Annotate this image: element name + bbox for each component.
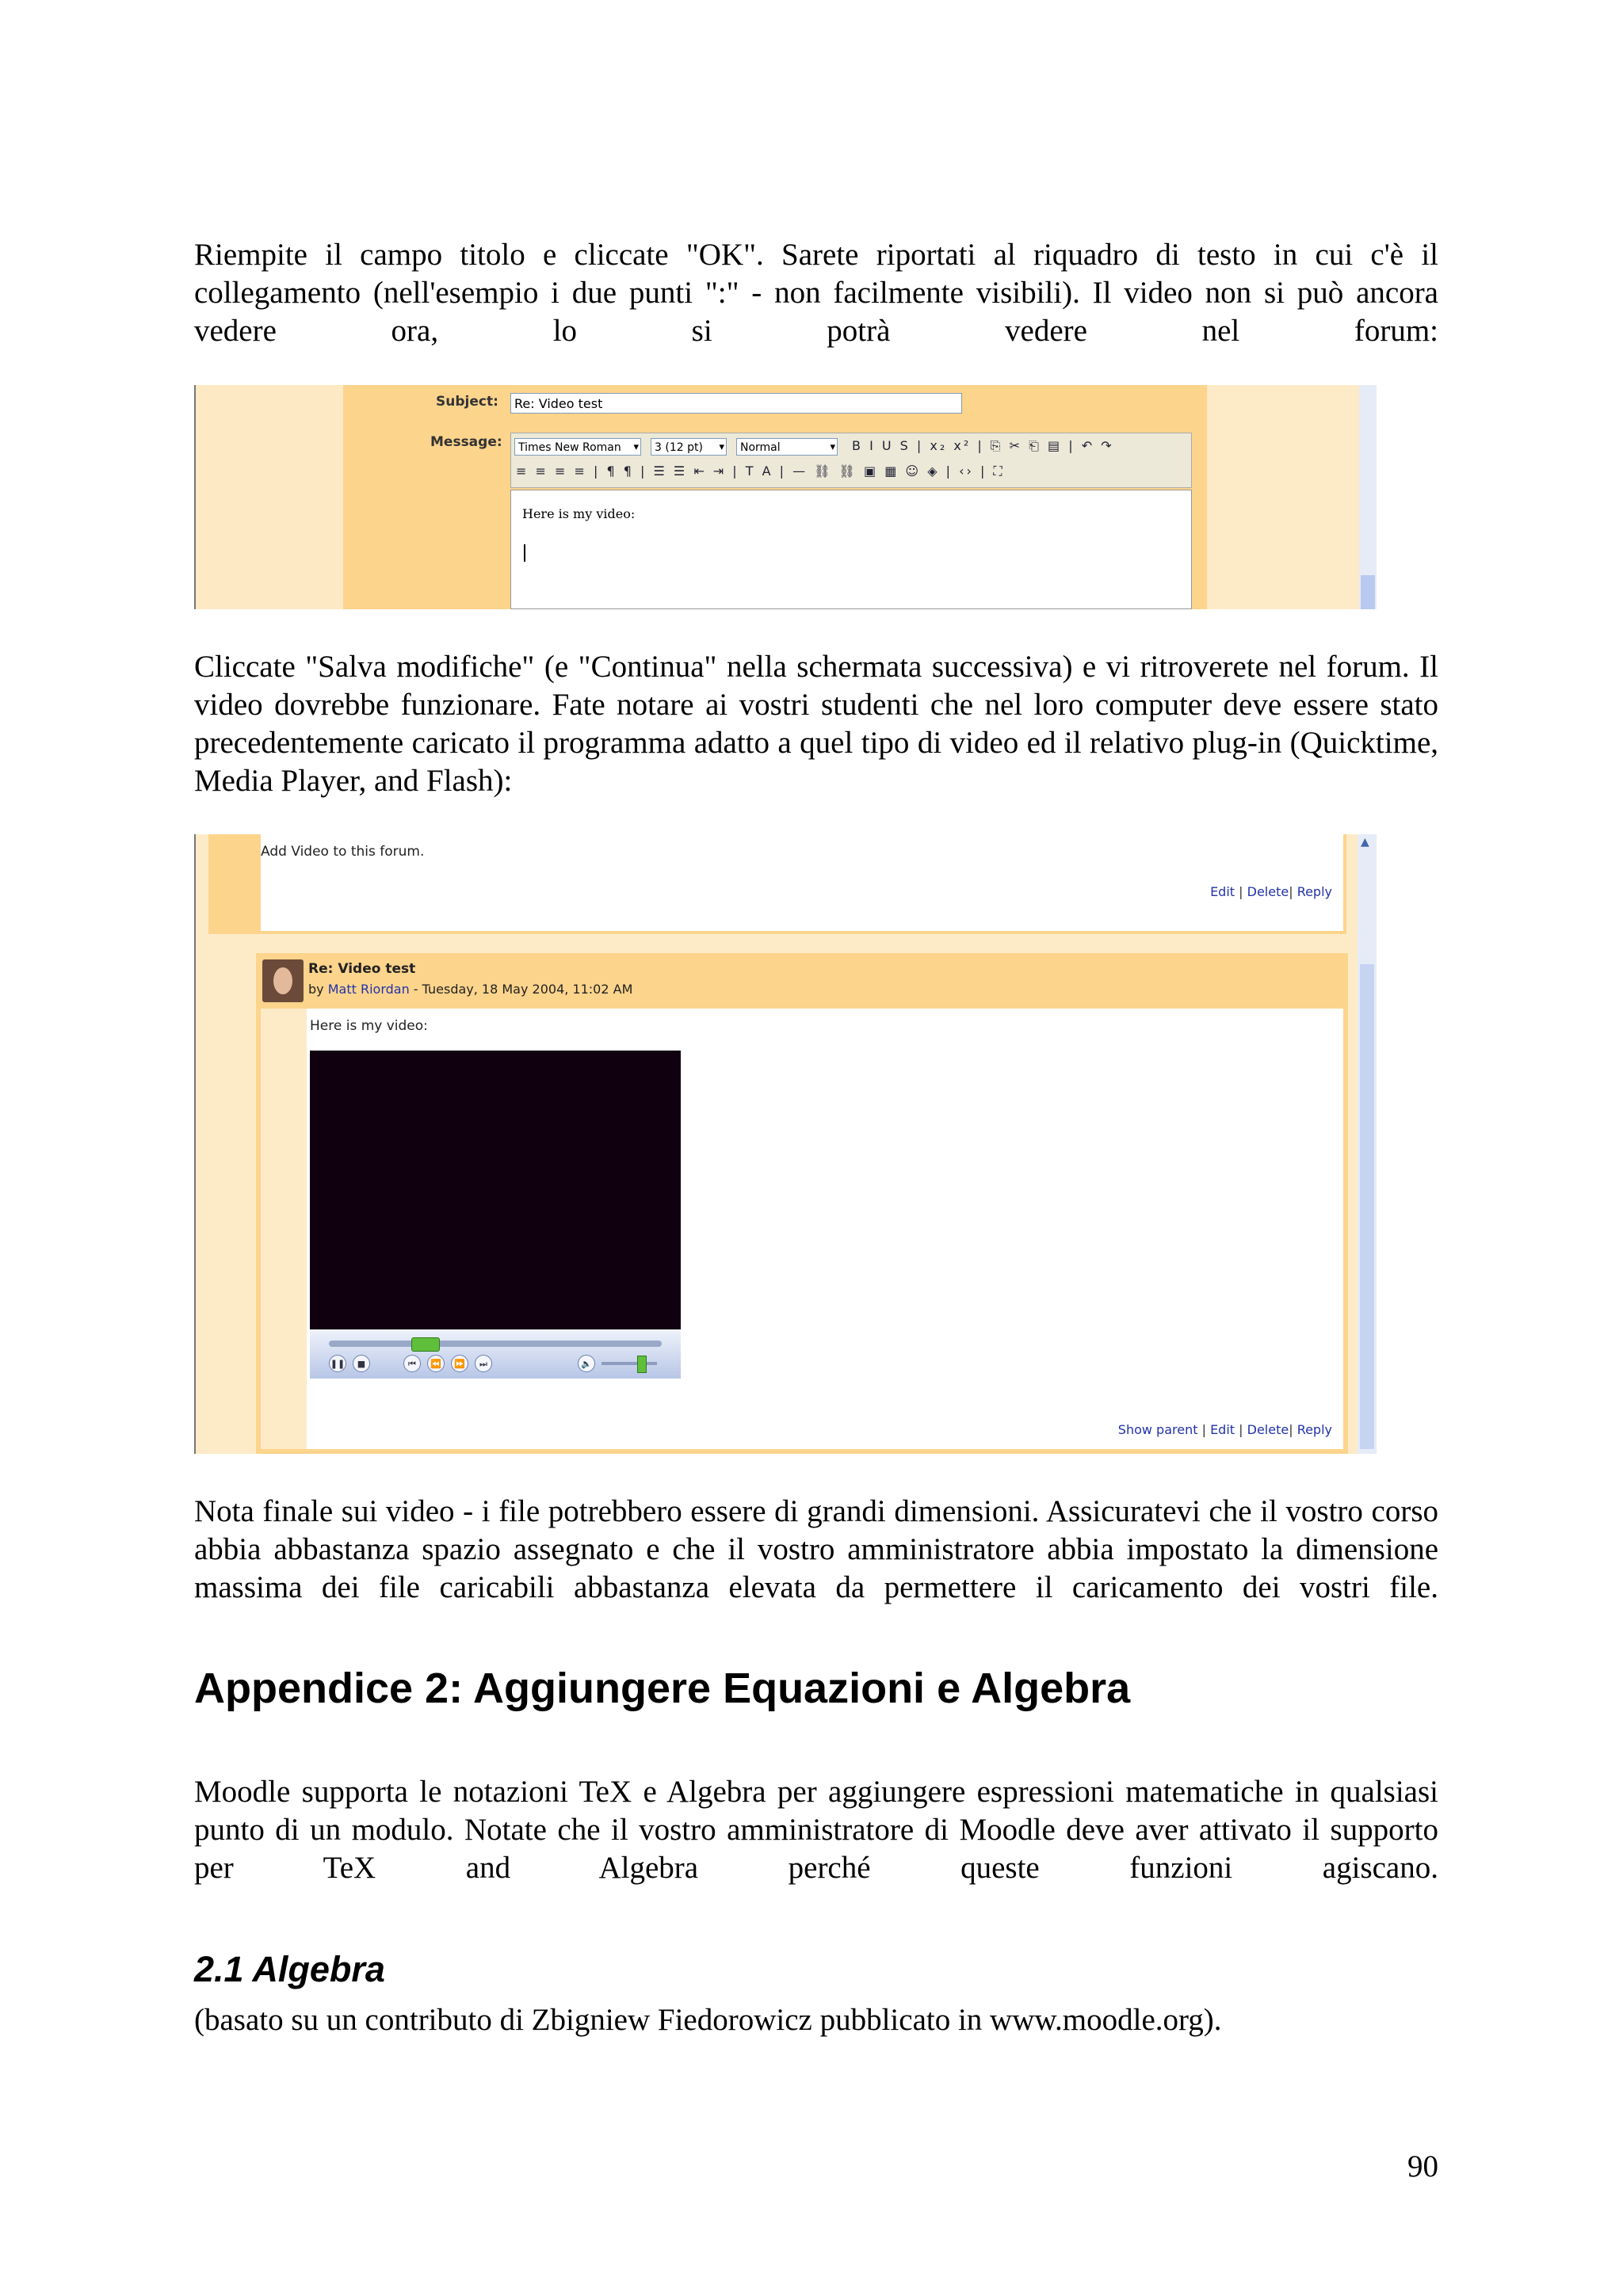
- link-separator: |: [1201, 1422, 1206, 1437]
- scroll-thumb[interactable]: [1361, 575, 1375, 609]
- link-separator: |: [1289, 884, 1293, 899]
- scroll-up-icon[interactable]: ▲: [1361, 836, 1369, 849]
- font-family-select[interactable]: Times New Roman ▾: [514, 438, 641, 456]
- post-date: - Tuesday, 18 May 2004, 11:02 AM: [409, 982, 633, 997]
- subject-input[interactable]: Re: Video test: [510, 393, 962, 414]
- video-controls: [310, 1329, 681, 1379]
- volume-handle[interactable]: [637, 1356, 647, 1373]
- subject-label: Subject:: [436, 394, 498, 410]
- mute-icon[interactable]: 🔈: [578, 1355, 595, 1372]
- avatar-face: [273, 967, 292, 994]
- stop-icon[interactable]: ■: [353, 1355, 370, 1372]
- paragraph-style-select[interactable]: Normal ▾: [736, 438, 838, 456]
- video-screen[interactable]: [310, 1051, 681, 1329]
- editor-toolbar: [510, 433, 1192, 488]
- format-buttons-row2[interactable]: ≡ ≡ ≡ ≡ | ¶ ¶ | ☰ ☰ ⇤ ⇥ | T A | — ⛓ ⛓ ▣ ▦ ☺ ◈ | ‹› | ⛶: [516, 463, 1005, 479]
- forward-icon[interactable]: ⏩: [451, 1355, 468, 1372]
- show-parent-link[interactable]: Show parent: [1117, 1422, 1198, 1437]
- editor-screenshot: [194, 385, 1377, 609]
- avatar[interactable]: [262, 959, 304, 1002]
- form-side-panel: [1207, 385, 1358, 609]
- seek-bar[interactable]: [329, 1341, 662, 1347]
- paragraph-final-note: Nota finale sui video - i file potrebbero essere di grandi dimensioni. Assicuratevi che il vostro corso abbia abbastanza spazio assegnato e che il vostro amministratore abbia impostato la dimensione massima dei file caricabili abbastanza elevata da permettere il caricamento dei vostri file.: [194, 1494, 1438, 1604]
- message-label: Message:: [430, 434, 502, 450]
- delete-link[interactable]: Delete: [1247, 1422, 1289, 1437]
- reply-link[interactable]: Reply: [1296, 1422, 1332, 1437]
- delete-link[interactable]: Delete: [1247, 884, 1289, 899]
- edit-link[interactable]: Edit: [1210, 1422, 1235, 1437]
- post-byline: [308, 982, 632, 997]
- format-buttons-row1[interactable]: B I U S | x₂ x² | ⎘ ✂ ⎗ ▤ | ↶ ↷: [852, 438, 1114, 453]
- post-links: [1210, 884, 1332, 899]
- appendix-heading: Appendice 2: Aggiungere Equazioni e Algebra: [194, 1665, 1131, 1712]
- pause-icon[interactable]: ❚❚: [329, 1355, 346, 1372]
- paragraph-save: Cliccate "Salva modifiche" (e "Continua" nella schermata successiva) e vi ritroverete nel forum. Il video dovrebbe funzionare. Fate notare ai vostri studenti che nel loro computer deve essere stato precedentemente caricato il programma adatto a quel tipo di video ed il relativo plug-in (Quicktime, Media Player, and Flash):: [194, 650, 1438, 798]
- post-message: Here is my video:: [310, 1018, 428, 1034]
- scroll-thumb[interactable]: [1360, 964, 1374, 1449]
- link-separator: |: [1239, 1422, 1243, 1437]
- byline-prefix: by: [308, 982, 324, 997]
- editor-scrollbar[interactable]: [1359, 385, 1377, 609]
- post-message: Add Video to this forum.: [261, 844, 425, 860]
- forum-scrollbar[interactable]: [1358, 834, 1377, 1454]
- editor-content: Here is my video:: [522, 506, 636, 521]
- paragraph-intro: Riempite il campo titolo e cliccate "OK". Sarete riportati al riquadro di testo in cui c'è il collegamento (nell'esempio i due punti ":" - non facilmente visibili). Il video non si può ancora vedere ora, lo si potrà vedere nel forum:: [194, 238, 1438, 348]
- page-number: 90: [1407, 2149, 1438, 2183]
- author-link[interactable]: Matt Riordan: [327, 982, 410, 997]
- message-editor[interactable]: [510, 490, 1192, 609]
- rewind-icon[interactable]: ⏪: [427, 1355, 445, 1372]
- volume-slider[interactable]: [601, 1362, 657, 1365]
- font-size-select[interactable]: 3 (12 pt) ▾: [651, 438, 727, 456]
- paragraph-source: (basato su un contributo di Zbigniew Fiedorowicz pubblicato in www.moodle.org).: [194, 2003, 1222, 2037]
- algebra-heading: 2.1 Algebra: [194, 1949, 385, 1989]
- reply-link[interactable]: Reply: [1296, 884, 1332, 899]
- link-separator: |: [1289, 1422, 1293, 1437]
- prev-icon[interactable]: ⏮: [403, 1355, 421, 1372]
- reply-post-sidebar: [261, 1009, 307, 1449]
- paragraph-tex-support: Moodle supporta le notazioni TeX e Algebra per aggiungere espressioni matematiche in qualsiasi punto di un modulo. Notate che il vostro amministratore di Moodle deve aver attivato il supporto per TeX and Algebra perché queste funzioni agiscano.: [194, 1775, 1438, 1885]
- forum-screenshot: [194, 834, 1377, 1454]
- forum-post-parent: [261, 834, 1343, 931]
- edit-link[interactable]: Edit: [1210, 884, 1235, 899]
- link-separator: |: [1239, 884, 1243, 899]
- next-icon[interactable]: ⏭: [475, 1355, 492, 1372]
- post-title: Re: Video test: [308, 961, 416, 977]
- reply-post-links: [1118, 1422, 1332, 1437]
- seek-handle[interactable]: [411, 1337, 440, 1352]
- text-caret: [524, 544, 525, 562]
